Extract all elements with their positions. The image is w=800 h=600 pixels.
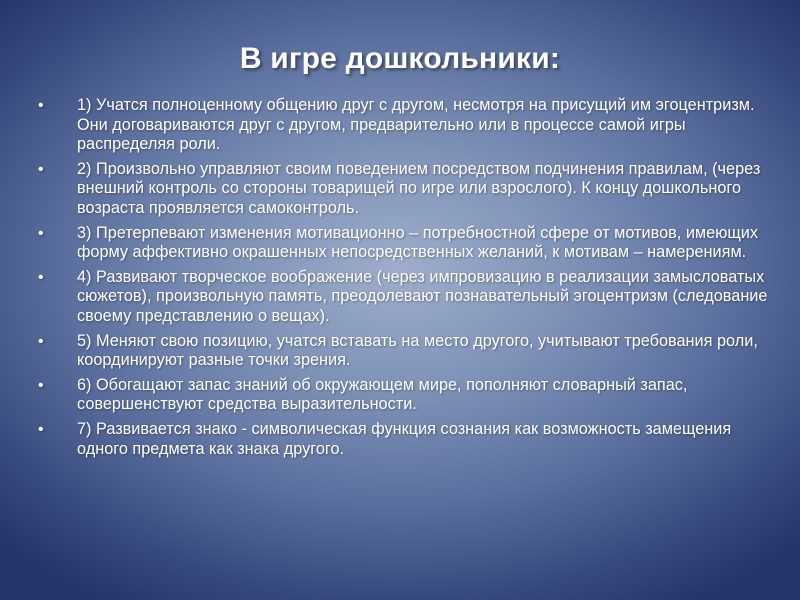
list-item-text: 2) Произвольно управляют своим поведением посредством подчинения правилам, (через внешний контроль со стороны товарищей по игре или взрослого). К концу дошкольного возраста проявляется самоконтроль. bbox=[77, 159, 761, 217]
list-item-text: 4) Развивают творческое воображение (через импровизацию в реализации замысловатых сюжетов), произвольную память, преодолевают познавательный эгоцентризм (следование своему представлению о вещах). bbox=[77, 267, 768, 325]
bullet-icon: • bbox=[38, 332, 44, 350]
list-item-text: 3) Претерпевают изменения мотивационно – потребностной сфере от мотивов, имеющих форму аффективно окрашенных непосредственных желаний, к мотивам – намерениям. bbox=[77, 223, 759, 262]
list-item-4 bbox=[18, 268, 778, 327]
list-item-text: 1) Учатся полноценному общению друг с другом, несмотря на присущий им эгоцентризм. Они договариваются друг с другом, предварительно или в процессе самой игры распределяя роли. bbox=[77, 96, 755, 154]
list-item-text: 6) Обогащают запас знаний об окружающем мире, пополняют словарный запас, совершенствуют средства выразительности. bbox=[77, 375, 688, 414]
bullet-icon: • bbox=[38, 97, 44, 114]
bullet-list bbox=[18, 96, 778, 464]
list-item-1 bbox=[18, 96, 778, 155]
list-item-text: 5) Меняют свою позицию, учатся вставать на место другого, учитывают требования роли, координируют разные точки зрения. bbox=[77, 331, 758, 370]
bullet-icon: • bbox=[38, 376, 44, 394]
bullet-icon: • bbox=[38, 420, 44, 438]
bullet-icon: • bbox=[38, 224, 44, 242]
list-item-6 bbox=[18, 376, 778, 415]
bullet-icon: • bbox=[38, 160, 44, 178]
list-item-7 bbox=[18, 420, 778, 459]
list-item-5 bbox=[18, 332, 778, 371]
list-item-3 bbox=[18, 224, 778, 263]
list-item-text: 7) Развивается знако - символическая функция сознания как возможность замещения одного предмета как знака другого. bbox=[77, 419, 732, 458]
bullet-icon: • bbox=[38, 268, 44, 286]
slide-title: В игре дошкольники: bbox=[239, 42, 561, 75]
list-item-2 bbox=[18, 160, 778, 219]
